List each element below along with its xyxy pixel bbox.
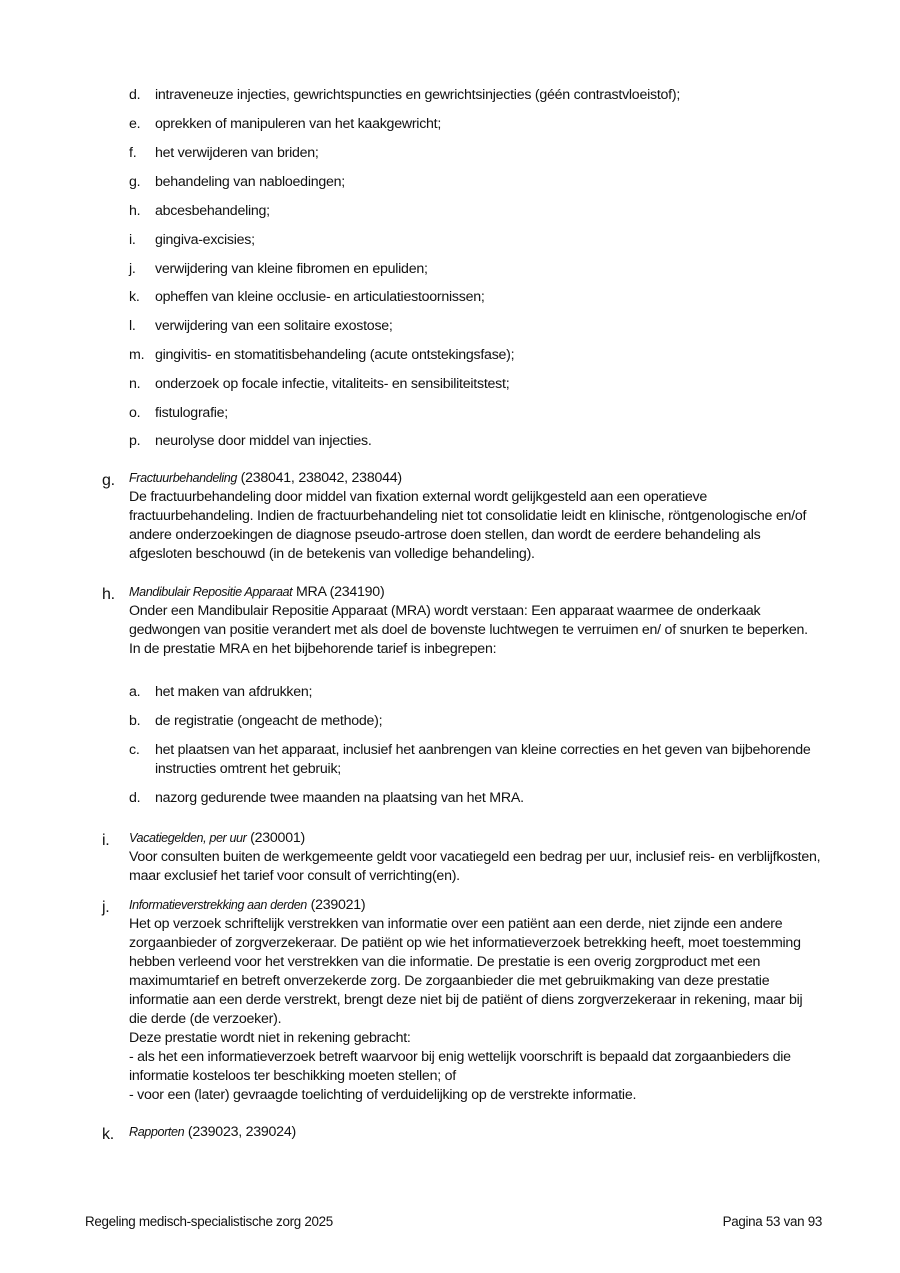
section-marker: j. bbox=[102, 899, 110, 916]
section-codes: MRA (234190) bbox=[292, 584, 385, 600]
list-item bbox=[129, 115, 819, 134]
section-codes: (230001) bbox=[246, 830, 305, 846]
list-marker: h. bbox=[129, 203, 141, 219]
list-item-text: het verwijderen van briden; bbox=[155, 145, 319, 161]
list-item-text: gingiva-excisies; bbox=[155, 232, 255, 248]
list-item bbox=[129, 712, 819, 731]
list-item-text: nazorg gedurende twee maanden na plaatsing van het MRA. bbox=[155, 790, 524, 806]
list-item-text: het maken van afdrukken; bbox=[155, 684, 313, 700]
section-rapporten bbox=[102, 1123, 822, 1142]
section-marker: h. bbox=[102, 586, 115, 603]
section-vacatiegelden bbox=[102, 829, 822, 886]
section-heading bbox=[129, 1123, 822, 1142]
section-title: Mandibulair Repositie Apparaat bbox=[129, 585, 293, 599]
section-title: Informatieverstrekking aan derden bbox=[129, 898, 307, 912]
list-item bbox=[129, 375, 819, 394]
footer-document-title: Regeling medisch-specialistische zorg 2025 bbox=[85, 1214, 333, 1229]
list-item bbox=[129, 231, 819, 250]
paragraph: De fractuurbehandeling door middel van fixation external wordt gelijkgesteld aan een operatieve fractuurbehandeling. Indien de fractuurbehandeling niet tot consolidatie leidt en klinische, röntgenologische en/of andere onderzoekingen de diagnose pseudo-artrose doen stellen, dan wordt de eerdere behandeling als afgesloten beschouwd (in de betekenis van volledige behandeling). bbox=[129, 489, 807, 562]
section-fractuurbehandeling bbox=[102, 469, 822, 564]
list-marker: g. bbox=[129, 174, 141, 190]
list-item-text: verwijdering van een solitaire exostose; bbox=[155, 318, 393, 334]
section-marker: k. bbox=[102, 1126, 114, 1143]
paragraph: Het op verzoek schriftelijk verstrekken van informatie over een patiënt aan een derde, niet zijnde een andere zorgaanbieder of zorgverzekeraar. De patiënt op wie het informatieverzoek betrekking heeft, moet toestemming hebben verleend voor het verstrekken van die informatie. De prestatie is een overig zorgproduct met een maximumtarief en betreft onverzekerde zorg. De zorgaanbieder die met gebruikmaking van deze prestatie informatie aan een derde verstrekt, brengt deze niet bij de patiënt of diens zorgverzekeraar in rekening, maar bij die derde (de verzoeker). bbox=[129, 916, 803, 1027]
section-title: Fractuurbehandeling bbox=[129, 471, 237, 485]
section-codes: (239023, 239024) bbox=[184, 1124, 296, 1140]
section-mra bbox=[102, 583, 822, 659]
section-heading bbox=[129, 829, 822, 848]
section-codes: (238041, 238042, 238044) bbox=[236, 470, 402, 486]
paragraph: Deze prestatie wordt niet in rekening gebracht: bbox=[129, 1030, 411, 1046]
list-item bbox=[129, 86, 819, 105]
list-marker: a. bbox=[129, 684, 141, 700]
list-marker: e. bbox=[129, 116, 141, 132]
paragraph: - als het een informatieverzoek betreft waarvoor bij enig wettelijk voorschrift is bepaald dat zorgaanbieders die informatie kosteloos ter beschikking moeten stellen; of bbox=[129, 1049, 791, 1084]
list-item-text: neurolyse door middel van injecties. bbox=[155, 433, 372, 449]
paragraph: In de prestatie MRA en het bijbehorende tarief is inbegrepen: bbox=[129, 641, 497, 657]
section-marker: i. bbox=[102, 832, 110, 849]
section-heading bbox=[129, 469, 822, 488]
paragraph: Onder een Mandibulair Repositie Apparaat (MRA) wordt verstaan: Een apparaat waarmee de onderkaak gedwongen van positie verandert met als doel de bovenste luchtwegen te verruimen en/ of snurken te beperken. bbox=[129, 603, 808, 638]
list-marker: i. bbox=[129, 232, 136, 248]
section-codes: (239021) bbox=[306, 897, 366, 913]
list-marker: m. bbox=[129, 347, 145, 363]
list-marker: f. bbox=[129, 145, 137, 161]
list-item bbox=[129, 789, 819, 808]
list-item bbox=[129, 741, 819, 779]
list-item bbox=[129, 346, 819, 365]
list-item-text: oprekken of manipuleren van het kaakgewricht; bbox=[155, 116, 442, 132]
list-item bbox=[129, 173, 819, 192]
section-informatieverstrekking bbox=[102, 896, 822, 1105]
list-marker: d. bbox=[129, 87, 141, 103]
paragraph: - voor een (later) gevraagde toelichting of verduidelijking op de verstrekte informatie. bbox=[129, 1087, 637, 1103]
list-item bbox=[129, 202, 819, 221]
list-item bbox=[129, 317, 819, 336]
list-marker: b. bbox=[129, 713, 141, 729]
list-item bbox=[129, 432, 819, 451]
list-item bbox=[129, 260, 819, 279]
section-marker: g. bbox=[102, 472, 115, 489]
list-marker: p. bbox=[129, 433, 141, 449]
list-item-text: de registratie (ongeacht de methode); bbox=[155, 713, 383, 729]
list-item-text: verwijdering van kleine fibromen en epuliden; bbox=[155, 261, 428, 277]
list-item-text: behandeling van nabloedingen; bbox=[155, 174, 345, 190]
list-item-text: intraveneuze injecties, gewrichtspuncties en gewrichtsinjecties (géén contrastvloeistof); bbox=[155, 87, 681, 103]
list-item-text: fistulografie; bbox=[155, 405, 228, 421]
paragraph: Voor consulten buiten de werkgemeente geldt voor vacatiegeld een bedrag per uur, inclusief reis- en verblijfkosten, maar exclusief het tarief voor consult of verrichting(en). bbox=[129, 849, 821, 884]
list-item bbox=[129, 404, 819, 423]
section-title: Vacatiegelden, per uur bbox=[129, 831, 247, 845]
list-item-text: onderzoek op focale infectie, vitaliteits- en sensibiliteitstest; bbox=[155, 376, 510, 392]
list-marker: l. bbox=[129, 318, 136, 334]
list-marker: c. bbox=[129, 742, 140, 758]
list-item bbox=[129, 144, 819, 163]
list-item-text: abcesbehandeling; bbox=[155, 203, 270, 219]
list-marker: j. bbox=[129, 261, 136, 277]
list-item bbox=[129, 683, 819, 702]
list-item-text: het plaatsen van het apparaat, inclusief het aanbrengen van kleine correcties en het geven van bijbehorende instructies omtrent het gebruik; bbox=[155, 742, 811, 777]
list-marker: k. bbox=[129, 289, 140, 305]
list-marker: o. bbox=[129, 405, 141, 421]
list-item-text: gingivitis- en stomatitisbehandeling (acute ontstekingsfase); bbox=[155, 347, 515, 363]
list-item bbox=[129, 288, 819, 307]
section-heading bbox=[129, 896, 822, 915]
section-title: Rapporten bbox=[129, 1125, 185, 1139]
footer-page-number: Pagina 53 van 93 bbox=[722, 1214, 822, 1229]
list-marker: d. bbox=[129, 790, 141, 806]
list-marker: n. bbox=[129, 376, 141, 392]
section-heading bbox=[129, 583, 822, 602]
list-item-text: opheffen van kleine occlusie- en articulatiestoornissen; bbox=[155, 289, 485, 305]
